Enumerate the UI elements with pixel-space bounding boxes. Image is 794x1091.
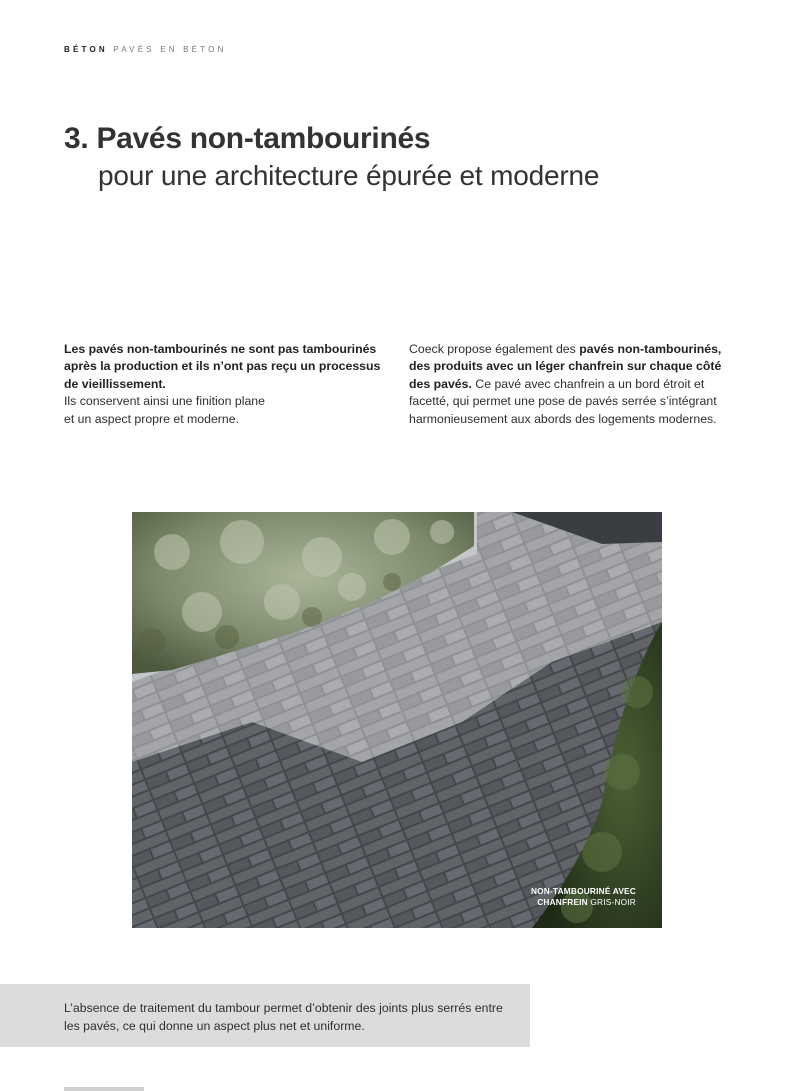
intro-right-column bbox=[409, 341, 729, 428]
note-text: L’absence de traitement du tambour permet d’obtenir des joints plus serrés entre les pavés, ce qui donne un aspect plus net et uniforme. bbox=[64, 1001, 503, 1033]
intro-left-column bbox=[64, 341, 384, 428]
note-box bbox=[0, 984, 530, 1047]
breadcrumb-section: BÉTON bbox=[64, 45, 108, 54]
right-column-rest: Ce pavé avec chanfrein a un bord étroit et facetté, qui permet une pose de pavés serrée s’intégrant harmonieusement aux abords des logements modernes. bbox=[409, 376, 717, 426]
page-subtitle: pour une architecture épurée et moderne bbox=[98, 160, 600, 191]
page-title: 3. Pavés non-tambourinés bbox=[64, 122, 431, 155]
breadcrumb bbox=[64, 45, 227, 54]
caption-light: GRIS-NOIR bbox=[587, 897, 636, 907]
right-column-intro: Coeck propose également des bbox=[409, 342, 580, 356]
footer-rule bbox=[64, 1087, 144, 1091]
caption-bold-line1: NON-TAMBOURINÉ AVEC bbox=[530, 886, 636, 896]
breadcrumb-subsection: PAVÉS EN BÉTON bbox=[113, 45, 227, 54]
left-column-bold: Les pavés non-tambourinés ne sont pas tambourinés après la production et ils n’ont pas reçu un processus de vieillissement. bbox=[64, 342, 381, 391]
paved-path-illustration bbox=[132, 512, 662, 928]
caption-bold-line2: CHANFREIN bbox=[537, 897, 588, 907]
left-column-line1: Ils conservent ainsi une finition plane bbox=[64, 394, 265, 409]
photo-caption bbox=[531, 886, 636, 908]
paved-path-photo bbox=[132, 512, 662, 928]
right-column-bold: pavés non-tambourinés, des produits avec un léger chanfrein sur chaque côté des pavés. bbox=[409, 342, 722, 391]
left-column-line2: et un aspect propre et moderne. bbox=[64, 411, 239, 426]
